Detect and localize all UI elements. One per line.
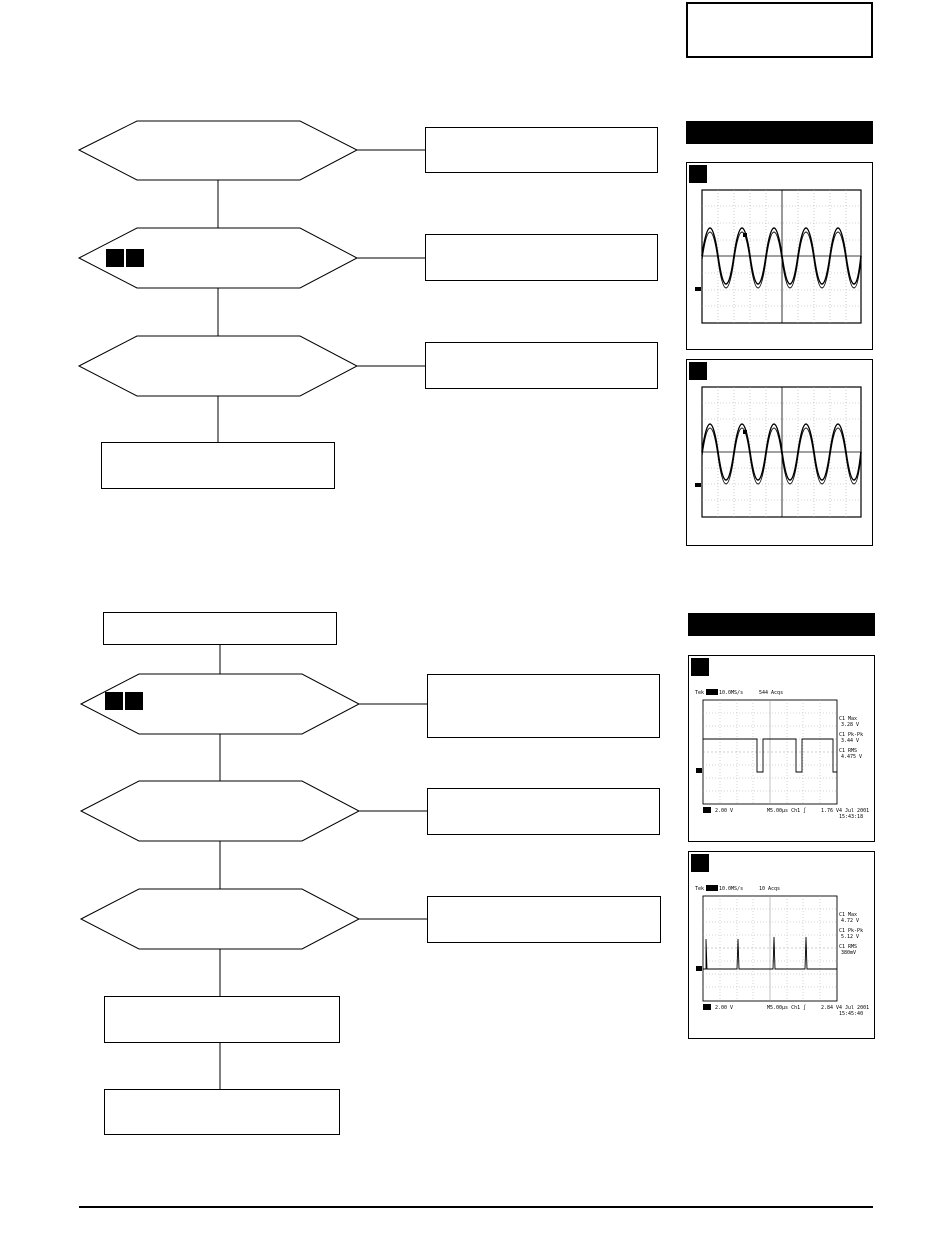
action-box-1 — [425, 127, 658, 173]
svg-text:C1 Max: C1 Max — [839, 716, 858, 722]
scope-rate: 10.0MS/s — [719, 690, 744, 696]
svg-text:5.12 V: 5.12 V — [841, 934, 860, 940]
waveform-panel-4 — [688, 851, 875, 1039]
waveform-panel-2 — [686, 359, 873, 546]
waveform-panel-3 — [688, 655, 875, 842]
start-box-2 — [103, 612, 337, 645]
svg-text:1.76 V: 1.76 V — [821, 808, 840, 814]
decision-1 — [79, 121, 357, 180]
result-box-2 — [104, 996, 340, 1043]
svg-text:2.00 V: 2.00 V — [715, 1005, 734, 1011]
spike-waveform-4 — [689, 852, 874, 1038]
waveform-header-2 — [688, 613, 875, 636]
svg-text:C1 RMS: C1 RMS — [839, 748, 858, 754]
svg-text:2.84 V: 2.84 V — [821, 1005, 840, 1011]
sine-waveform-1 — [687, 163, 872, 349]
pulse-waveform-3 — [689, 656, 874, 841]
result-box-1 — [101, 442, 335, 489]
svg-text:M5.00µs Ch1 ∫: M5.00µs Ch1 ∫ — [767, 1005, 807, 1011]
svg-text:C1 Max: C1 Max — [839, 912, 858, 918]
svg-text:4.72 V: 4.72 V — [841, 918, 860, 924]
marker-square — [125, 692, 143, 710]
svg-text:C1 Pk-Pk: C1 Pk-Pk — [839, 928, 864, 934]
sine-waveform-2 — [687, 360, 872, 545]
svg-text:15:43:18: 15:43:18 — [839, 814, 864, 820]
svg-text:4 Jul 2001: 4 Jul 2001 — [839, 808, 870, 814]
svg-text:M5.00µs Ch1 ∫: M5.00µs Ch1 ∫ — [767, 808, 807, 814]
decision-6 — [81, 889, 359, 949]
marker-square — [106, 249, 124, 267]
action-box-2 — [425, 234, 658, 281]
marker-square — [126, 249, 144, 267]
svg-text:C1 RMS: C1 RMS — [839, 944, 858, 950]
result-box-3 — [104, 1089, 340, 1135]
scope-brand: Tek — [695, 690, 705, 696]
svg-text:C1 Pk-Pk: C1 Pk-Pk — [839, 732, 864, 738]
svg-text:15:45:40: 15:45:40 — [839, 1011, 864, 1017]
waveform-panel-1 — [686, 162, 873, 350]
scope-brand: Tek — [695, 886, 705, 892]
svg-text:4 Jul 2001: 4 Jul 2001 — [839, 1005, 870, 1011]
decision-3 — [79, 336, 357, 396]
scope-rate: 10.0MS/s — [719, 886, 744, 892]
action-box-6 — [427, 896, 661, 943]
action-box-5 — [427, 788, 660, 835]
svg-text:3.44 V: 3.44 V — [841, 738, 860, 744]
svg-text:3.28 V: 3.28 V — [841, 722, 860, 728]
action-box-4 — [427, 674, 660, 738]
action-box-3 — [425, 342, 658, 389]
svg-text:380mV: 380mV — [841, 950, 857, 956]
marker-square — [105, 692, 123, 710]
waveform-header-1 — [686, 121, 873, 144]
scope-acqs: 544 Acqs — [759, 690, 784, 696]
svg-text:2.00 V: 2.00 V — [715, 808, 734, 814]
decision-5 — [81, 781, 359, 841]
scope-acqs: 10 Acqs — [759, 886, 781, 892]
svg-text:4.475 V: 4.475 V — [841, 754, 863, 760]
